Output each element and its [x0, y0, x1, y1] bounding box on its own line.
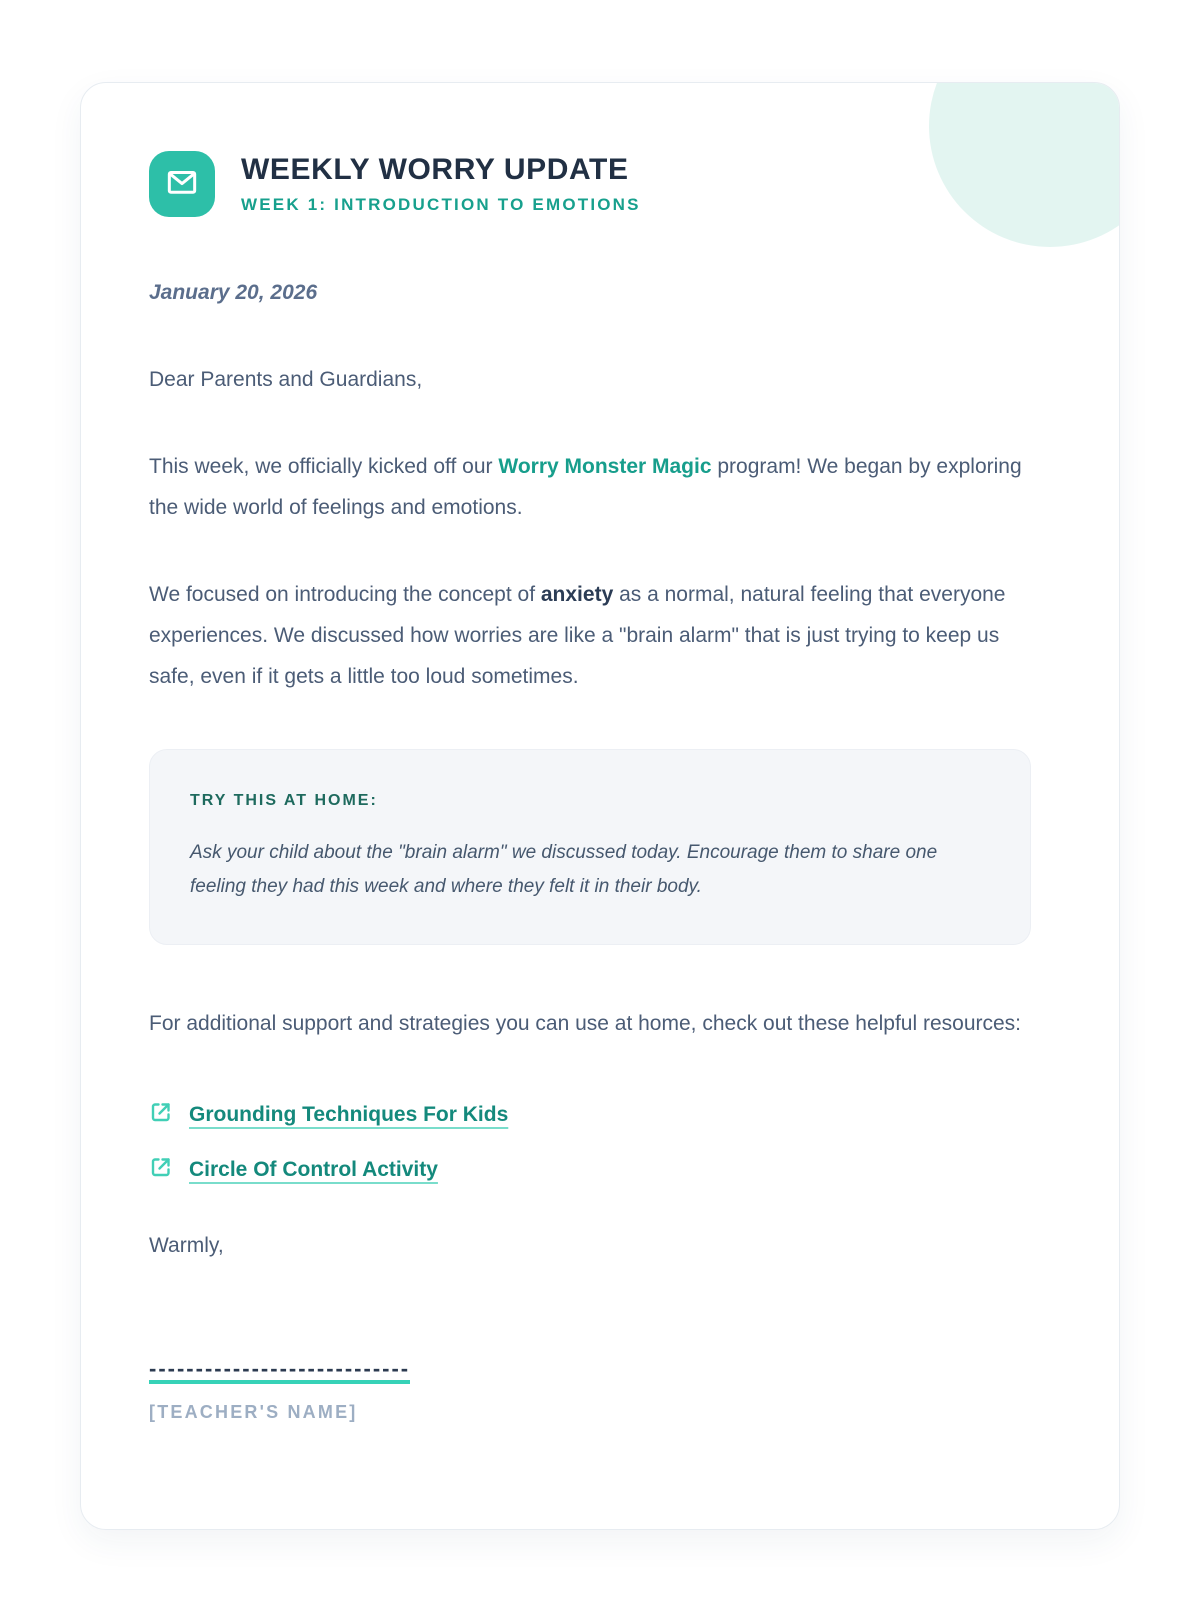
program-name-highlight: Worry Monster Magic — [498, 455, 712, 478]
paragraph-anxiety — [149, 574, 1029, 697]
anxiety-bold: anxiety — [540, 583, 614, 606]
closing: Warmly, — [149, 1234, 224, 1257]
header-text — [241, 153, 641, 215]
paragraph-program — [149, 446, 1029, 528]
link-circle-of-control[interactable] — [149, 1155, 438, 1184]
letter-date: January 20, 2026 — [149, 281, 318, 304]
newsletter-card — [80, 82, 1120, 1530]
page-subtitle: WEEK 1: INTRODUCTION TO EMOTIONS — [241, 194, 641, 214]
try-at-home-callout — [149, 749, 1031, 945]
external-link-icon — [149, 1100, 173, 1129]
callout-heading: TRY THIS AT HOME: — [190, 792, 378, 809]
page-title: WEEKLY WORRY UPDATE — [241, 153, 629, 187]
teacher-name-placeholder: [TEACHER'S NAME] — [149, 1402, 358, 1422]
signature-line: ---------------------------- — [149, 1362, 410, 1384]
paragraph-program-before: This week, we officially kicked off our — [149, 455, 499, 478]
paragraph-anxiety-before: We focused on introducing the concept of — [149, 583, 541, 606]
link-grounding-techniques[interactable] — [149, 1100, 508, 1129]
envelope-icon — [163, 163, 201, 206]
link-label: Grounding Techniques For Kids — [189, 1102, 509, 1126]
resource-links — [149, 1100, 1031, 1184]
callout-body: Ask your child about the "brain alarm" we discussed today. Encourage them to share one feeling they had this week and where they felt it in their body. — [190, 842, 938, 897]
signature-block — [149, 1356, 1031, 1423]
link-label: Circle Of Control Activity — [189, 1157, 438, 1181]
newsletter-header — [149, 151, 1031, 217]
external-link-icon — [149, 1155, 173, 1184]
mail-badge — [149, 151, 215, 217]
newsletter-content — [81, 83, 1119, 1483]
paragraph-anxiety-after: as a normal, natural feeling that everyone experiences. We discussed how worries are like a "brain alarm" that is just trying to keep us safe, even if it gets a little too loud sometimes. — [149, 583, 1006, 688]
resources-intro: For additional support and strategies you can use at home, check out these helpful resources: — [149, 1012, 1022, 1035]
paragraph-program-after: program! We began by exploring the wide world of feelings and emotions. — [149, 455, 1022, 519]
salutation: Dear Parents and Guardians, — [149, 368, 423, 391]
